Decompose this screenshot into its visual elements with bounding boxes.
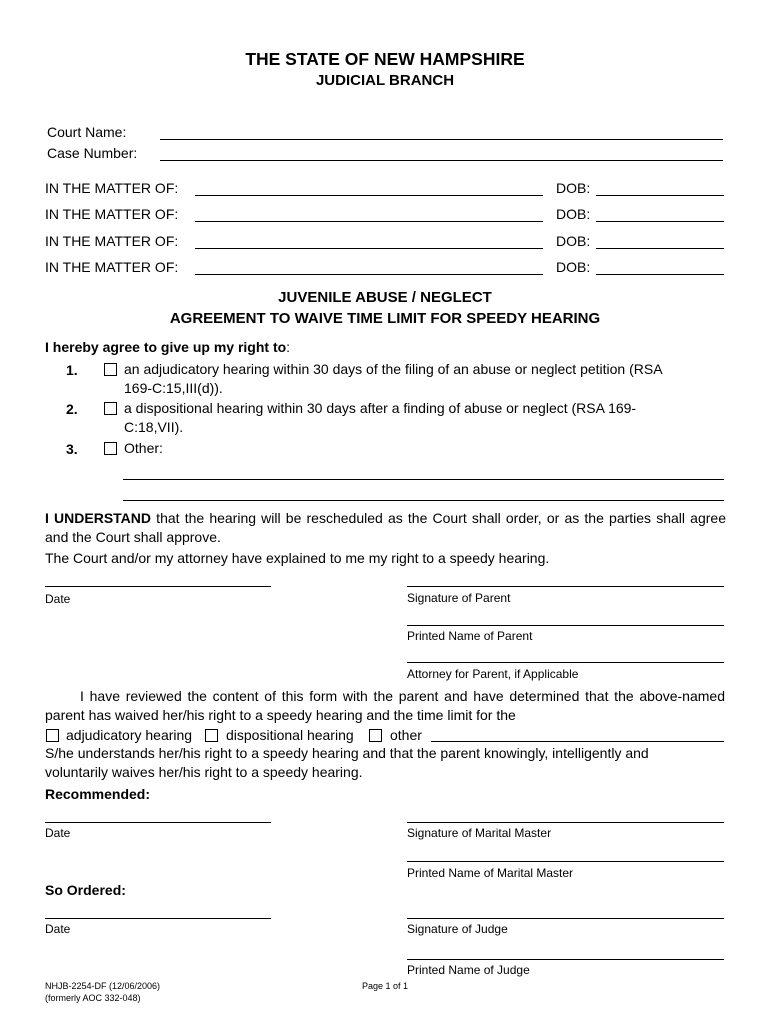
- understand-bold: I UNDERSTAND: [45, 510, 152, 526]
- dob-label-4: DOB:: [556, 259, 591, 275]
- agree-intro: [45, 339, 290, 355]
- matter-label-4: IN THE MATTER OF:: [45, 259, 179, 275]
- explained-text: The Court and/or my attorney have explained to me my right to a speedy hearing.: [45, 550, 550, 566]
- review-paragraph: I have reviewed the content of this form with the parent and have determined that the above-named parent has waived her/his right to a speedy hearing and the time limit for the: [45, 688, 725, 723]
- dispositional-label: dispositional hearing: [226, 727, 354, 743]
- recommended-label: Recommended:: [45, 786, 151, 802]
- printed-parent-label: Printed Name of Parent: [407, 629, 533, 643]
- matter-name-field-2[interactable]: [195, 221, 543, 222]
- judge-printed-label: Printed Name of Judge: [407, 963, 530, 977]
- signature-parent-label: Signature of Parent: [407, 591, 511, 605]
- item-text-2a: a dispositional hearing within 30 days after a finding of abuse or neglect (RSA 169-: [124, 400, 637, 416]
- form-title-line2: AGREEMENT TO WAIVE TIME LIMIT FOR SPEEDY HEARING: [169, 310, 601, 327]
- case-number-label: Case Number:: [47, 145, 138, 161]
- judge-signature-field[interactable]: [407, 918, 724, 919]
- item-text-2b: C:18,VII).: [124, 419, 184, 435]
- dispositional-checkbox[interactable]: [205, 729, 218, 742]
- matter-label-1: IN THE MATTER OF:: [45, 180, 179, 196]
- attorney-label: Attorney for Parent, if Applicable: [407, 667, 579, 681]
- dob-field-3[interactable]: [596, 248, 724, 249]
- other-hearing-field[interactable]: [431, 741, 724, 742]
- recommended-date-field[interactable]: [45, 822, 271, 823]
- master-signature-label: Signature of Marital Master: [407, 826, 552, 840]
- printed-parent-field[interactable]: [407, 625, 724, 626]
- page-number: Page 1 of 1: [362, 981, 409, 991]
- case-number-field[interactable]: [160, 160, 723, 161]
- recommended-date-label: Date: [45, 826, 71, 840]
- agree-intro-bold: I hereby agree to give up my right to: [45, 339, 287, 355]
- item-number-2: 2.: [66, 401, 78, 417]
- ordered-date-label: Date: [45, 922, 71, 936]
- date-label-1: Date: [45, 592, 71, 606]
- other-checkbox[interactable]: [369, 729, 382, 742]
- item-text-1a: an adjudicatory hearing within 30 days of the filing of an abuse or neglect petition (RSA: [124, 361, 663, 377]
- judge-printed-field[interactable]: [407, 959, 724, 960]
- item-number-3: 3.: [66, 441, 78, 457]
- item-number-1: 1.: [66, 362, 78, 378]
- other-field-line-2[interactable]: [123, 500, 724, 501]
- adjudicatory-label: adjudicatory hearing: [66, 727, 193, 743]
- branch-title: JUDICIAL BRANCH: [315, 72, 455, 89]
- dob-label-3: DOB:: [556, 233, 591, 249]
- dob-label-2: DOB:: [556, 206, 591, 222]
- master-printed-label: Printed Name of Marital Master: [407, 866, 574, 880]
- dob-field-4[interactable]: [596, 274, 724, 275]
- matter-name-field-3[interactable]: [195, 248, 543, 249]
- matter-name-field-4[interactable]: [195, 274, 543, 275]
- item-text-1b: 169-C:15,III(d)).: [124, 380, 223, 396]
- adjudicatory-checkbox[interactable]: [46, 729, 59, 742]
- understand-rest: that the hearing will be rescheduled as the Court shall order, or as the parties shall agree and the Court shall approve.: [45, 510, 726, 545]
- ordered-label: So Ordered:: [45, 882, 126, 898]
- master-printed-field[interactable]: [407, 861, 724, 862]
- court-name-label: Court Name:: [47, 124, 127, 140]
- item-checkbox-1[interactable]: [104, 363, 117, 376]
- date-field-1[interactable]: [45, 586, 271, 587]
- signature-parent-field[interactable]: [407, 586, 724, 587]
- dob-field-2[interactable]: [596, 221, 724, 222]
- matter-name-field-1[interactable]: [195, 195, 543, 196]
- item-text-3: Other:: [124, 440, 163, 456]
- ordered-date-field[interactable]: [45, 918, 271, 919]
- understand-paragraph: [45, 509, 726, 547]
- item-checkbox-3[interactable]: [104, 442, 117, 455]
- agree-intro-colon: :: [286, 339, 291, 355]
- other-field-line-1[interactable]: [123, 479, 724, 480]
- other-label: other: [390, 727, 422, 743]
- dob-field-1[interactable]: [596, 195, 724, 196]
- form-id: NHJB-2254-DF (12/06/2006): [45, 981, 161, 991]
- item-checkbox-2[interactable]: [104, 402, 117, 415]
- matter-label-2: IN THE MATTER OF:: [45, 206, 179, 222]
- form-title-line1: JUVENILE ABUSE / NEGLECT: [278, 289, 492, 306]
- court-name-field[interactable]: [160, 139, 723, 140]
- dob-label-1: DOB:: [556, 180, 591, 196]
- master-signature-field[interactable]: [407, 822, 724, 823]
- matter-label-3: IN THE MATTER OF:: [45, 233, 179, 249]
- state-title: THE STATE OF NEW HAMPSHIRE: [245, 49, 525, 69]
- attorney-field[interactable]: [407, 662, 724, 663]
- review-paragraph-2: S/he understands her/his right to a speedy hearing and that the parent knowingly, intelligently and voluntarily waives her/his right to a speedy hearing.: [45, 745, 649, 780]
- form-formerly: (formerly AOC 332-048): [45, 993, 141, 1003]
- judge-signature-label: Signature of Judge: [407, 922, 508, 936]
